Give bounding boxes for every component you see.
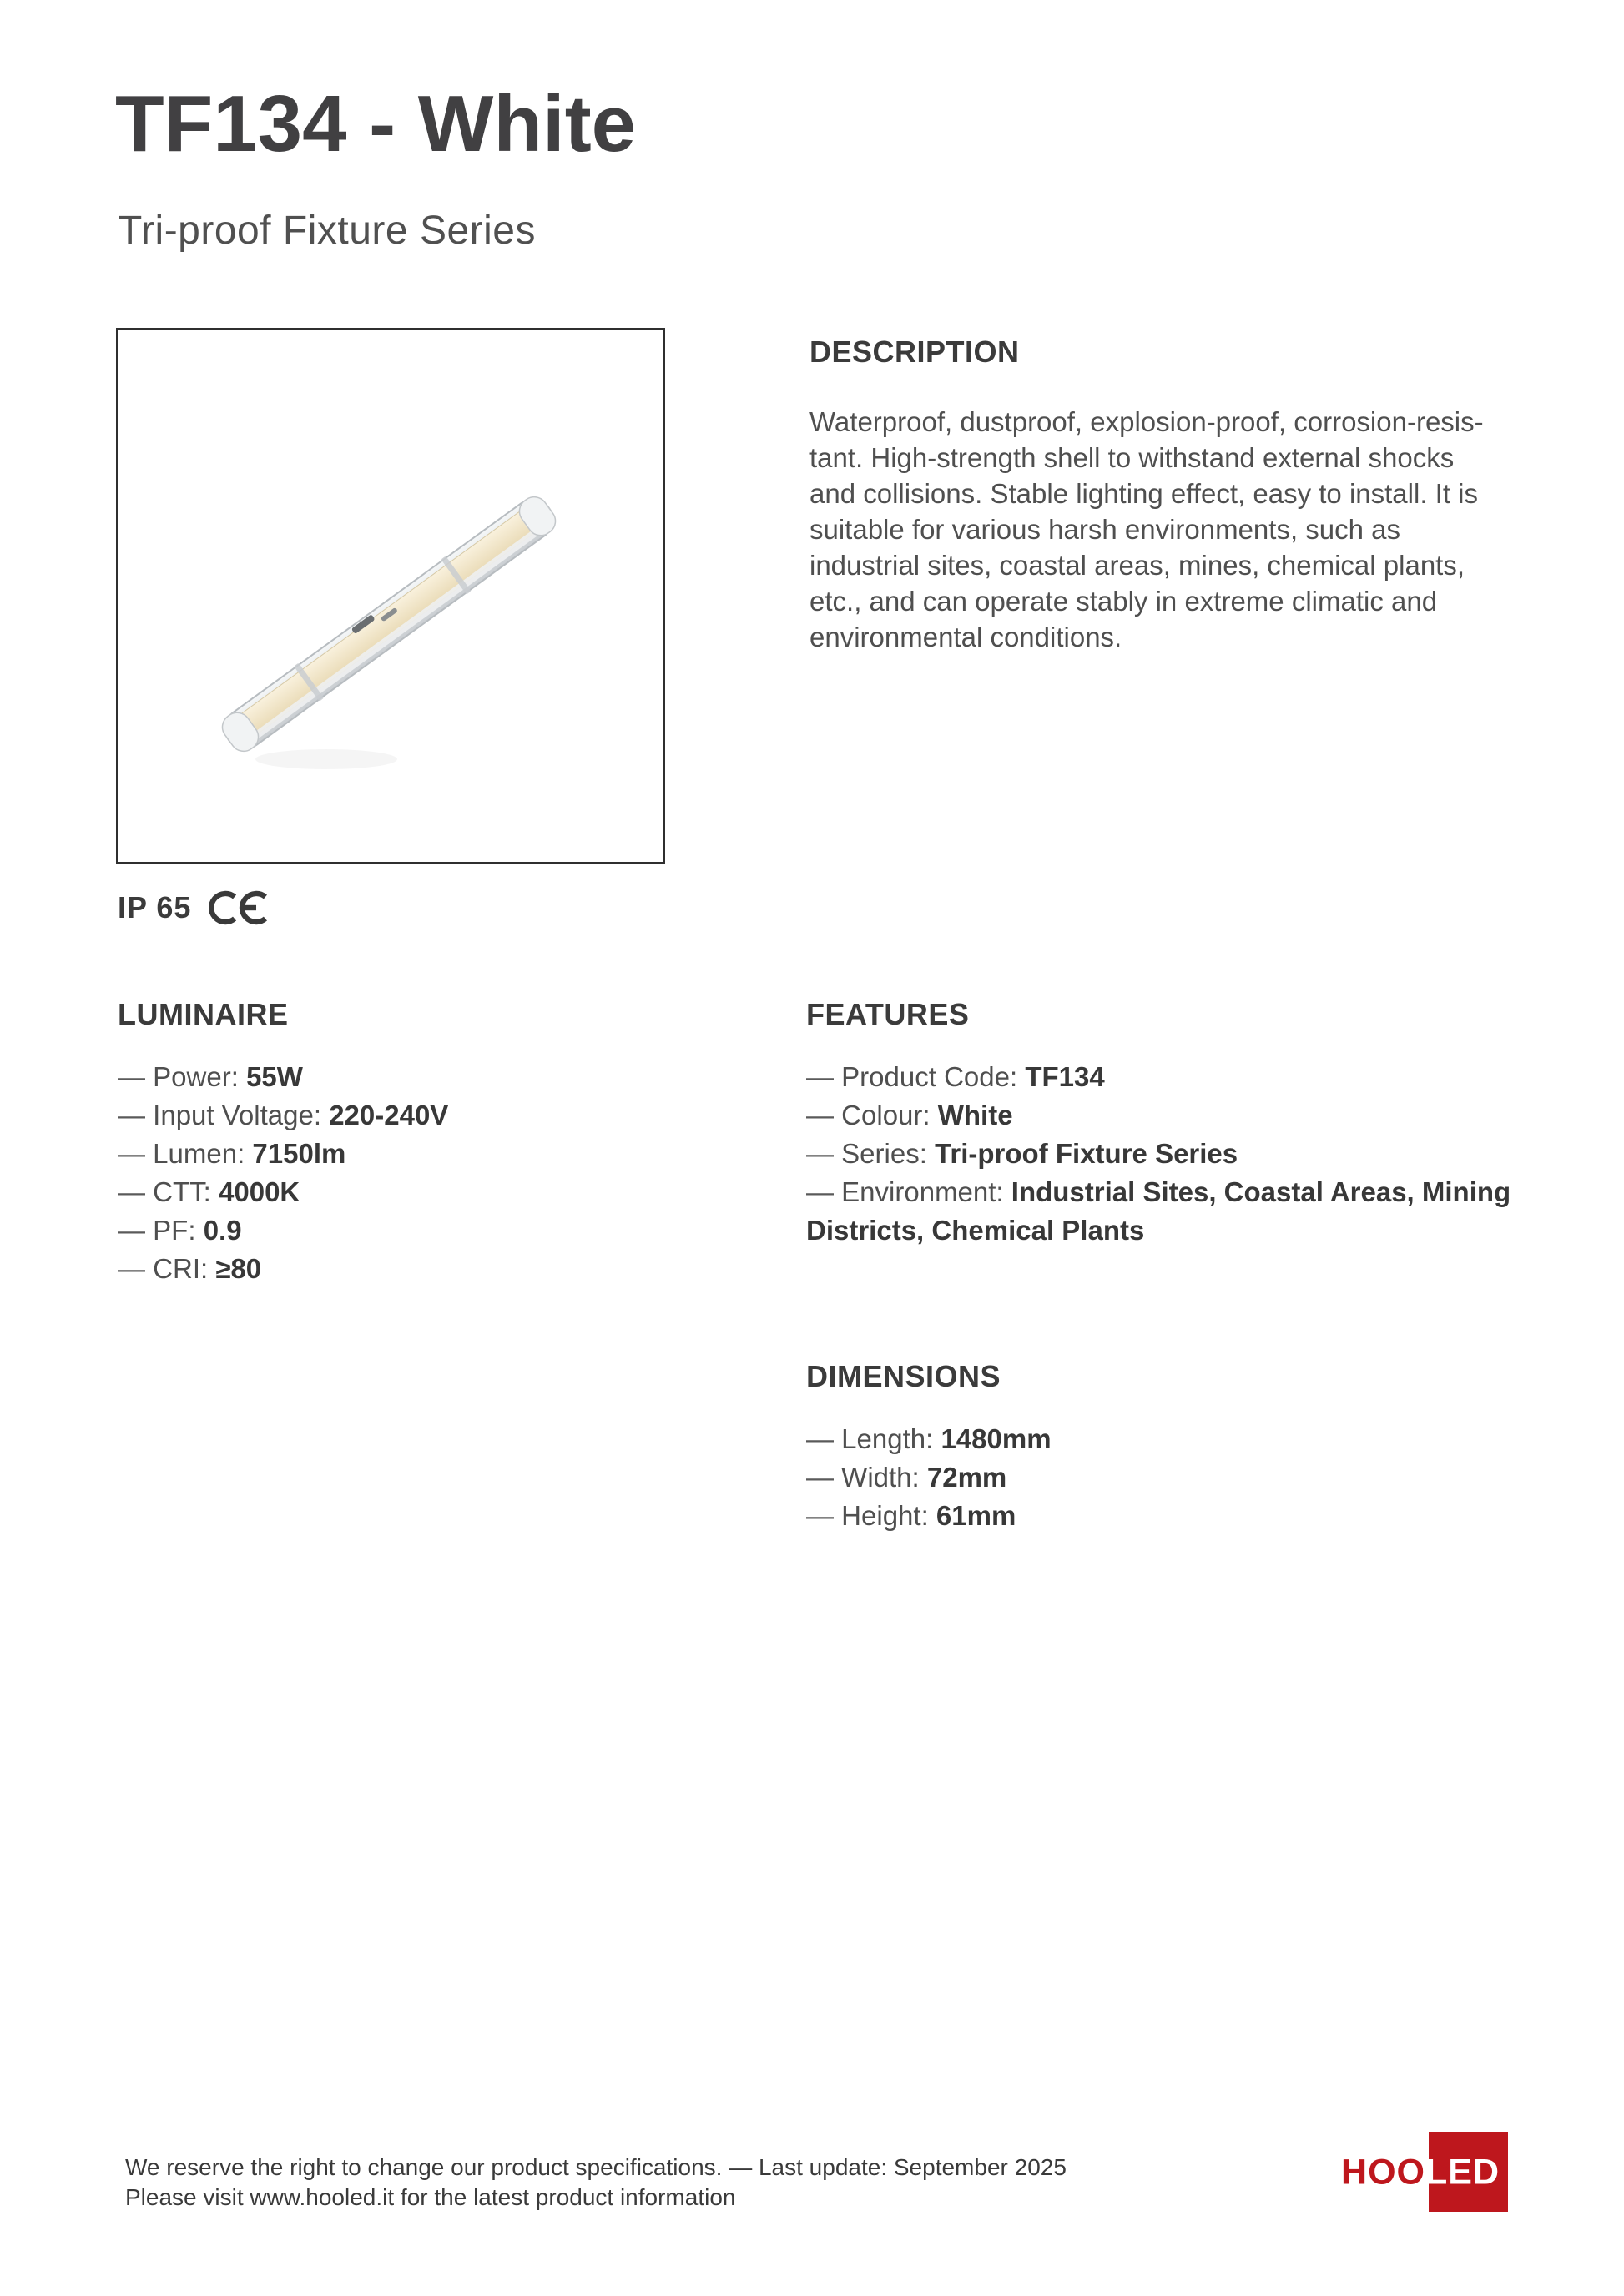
hooled-logo — [1310, 2132, 1508, 2212]
description-heading: DESCRIPTION — [809, 335, 1020, 369]
spec-item-series — [806, 1135, 1524, 1173]
item-value: ≥80 — [215, 1253, 262, 1284]
ce-mark-icon — [209, 888, 275, 928]
logo-text-led: LED — [1425, 2152, 1500, 2192]
dimensions-list — [806, 1420, 1390, 1535]
item-dash: — — [806, 1138, 834, 1169]
item-label: Lumen: — [153, 1138, 245, 1169]
spec-item-width — [806, 1458, 1390, 1497]
spec-item-lumen — [118, 1135, 702, 1173]
spec-item-height — [806, 1497, 1390, 1535]
luminaire-heading: LUMINAIRE — [118, 997, 289, 1031]
description-body — [809, 404, 1544, 655]
page-subtitle: Tri-proof Fixture Series — [118, 209, 536, 253]
ip-rating-label: IP 65 — [118, 890, 192, 924]
spec-item-length — [806, 1420, 1390, 1458]
spec-item-environment — [806, 1173, 1524, 1250]
item-dash: — — [118, 1176, 145, 1207]
spec-item-power — [118, 1058, 702, 1096]
item-value: 1480mm — [941, 1423, 1052, 1454]
item-label: CTT: — [153, 1176, 211, 1207]
spec-item-pf — [118, 1211, 702, 1250]
item-label: Width: — [841, 1462, 920, 1493]
description-line: etc., and can operate stably in extreme climatic and — [809, 586, 1438, 617]
logo-text — [1341, 2154, 1500, 2190]
item-label: Height: — [841, 1500, 929, 1531]
item-dash: — — [806, 1061, 834, 1092]
item-value: 7150lm — [252, 1138, 346, 1169]
item-dash: — — [118, 1138, 145, 1169]
item-value: 61mm — [936, 1500, 1016, 1531]
description-line: environmental conditions. — [809, 622, 1122, 652]
item-value: 55W — [246, 1061, 303, 1092]
luminaire-list — [118, 1058, 702, 1288]
features-heading: FEATURES — [806, 997, 970, 1031]
item-label: Series: — [841, 1138, 927, 1169]
spec-item-product-code — [806, 1058, 1524, 1096]
description-line: suitable for various harsh environments, such as — [809, 514, 1401, 545]
description-line: industrial sites, coastal areas, mines, chemical plants, — [809, 550, 1465, 581]
certifications-row — [118, 886, 275, 929]
item-dash: — — [118, 1100, 145, 1130]
item-value: 0.9 — [203, 1215, 242, 1246]
footer-line-1: We reserve the right to change our product specifications. — Last update: September 2025 — [125, 2154, 1067, 2180]
item-dash: — — [118, 1253, 145, 1284]
footer-disclaimer — [125, 2152, 1260, 2213]
dimensions-heading: DIMENSIONS — [806, 1359, 1001, 1393]
footer-line-2: Please visit www.hooled.it for the latest product information — [125, 2184, 736, 2210]
spec-item-colour — [806, 1096, 1524, 1135]
item-value: TF134 — [1025, 1061, 1105, 1092]
item-dash: — — [806, 1462, 834, 1493]
item-label: PF: — [153, 1215, 196, 1246]
spec-item-input-voltage — [118, 1096, 702, 1135]
item-value: 72mm — [926, 1462, 1007, 1493]
item-label: Power: — [153, 1061, 239, 1092]
item-dash: — — [806, 1176, 834, 1207]
item-label: CRI: — [153, 1253, 209, 1284]
item-dash: — — [806, 1423, 834, 1454]
product-image-box — [116, 328, 665, 864]
item-label: Input Voltage: — [153, 1100, 322, 1130]
item-label: Colour: — [841, 1100, 931, 1130]
description-line: tant. High-strength shell to withstand external shocks — [809, 442, 1455, 473]
item-dash: — — [806, 1100, 834, 1130]
item-value: Industrial Sites, Coastal Areas, Mining Districts, Chemical Plants — [806, 1176, 1511, 1246]
item-value: 4000K — [219, 1176, 300, 1207]
spec-item-ctt — [118, 1173, 702, 1211]
item-label: Length: — [841, 1423, 934, 1454]
description-line: and collisions. Stable lighting effect, easy to install. It is — [809, 478, 1478, 509]
features-list — [806, 1058, 1524, 1250]
item-dash: — — [118, 1215, 145, 1246]
item-value: 220-240V — [329, 1100, 449, 1130]
item-dash: — — [118, 1061, 145, 1092]
item-label: Product Code: — [841, 1061, 1018, 1092]
spec-item-cri — [118, 1250, 702, 1288]
product-image — [118, 330, 663, 862]
logo-text-hoo: HOO — [1341, 2152, 1425, 2192]
page-title: TF134 - White — [115, 79, 637, 169]
item-label: Environment: — [841, 1176, 1004, 1207]
item-value: Tri-proof Fixture Series — [935, 1138, 1238, 1169]
item-value: White — [937, 1100, 1013, 1130]
description-line: Waterproof, dustproof, explosion-proof, corrosion-resis- — [809, 406, 1484, 437]
item-dash: — — [806, 1500, 834, 1531]
